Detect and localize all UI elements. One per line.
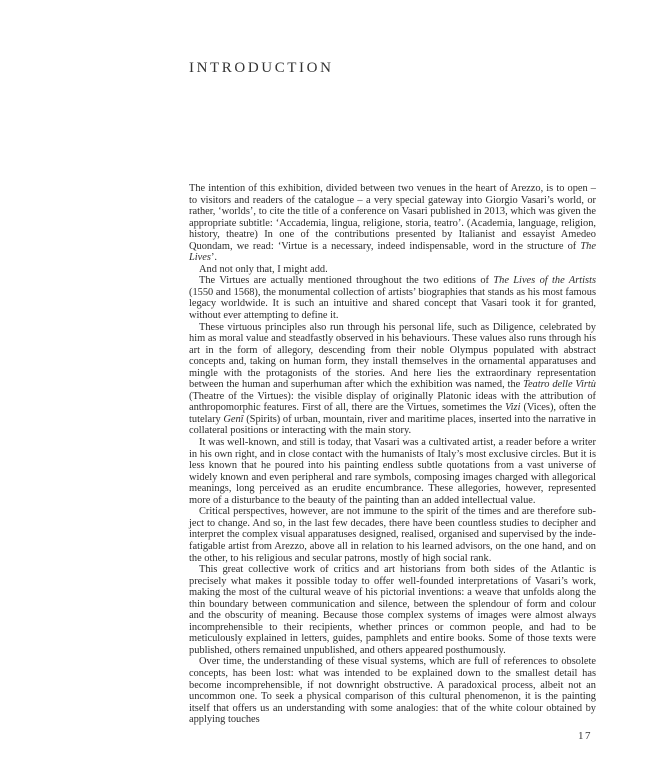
italic-text: Vizi <box>505 402 521 414</box>
paragraph <box>189 264 596 276</box>
paragraph <box>189 656 596 725</box>
text-run: It was well-known, and still is today, that Vasari was a cultivated artist, a reader before a writer in his own right, and in close contact with the humanists of Italy’s most exclusive circles. But it is less known that he poured into his painting endless subtle quotations from a vast universe of widely known and even peripheral and rare symbols, composing images charged with allegorical meanings, long perceived as an erudite encumbrance. These allegories, however, represented more of a disturbance to the beauty of the painting than an added intellectual value. <box>189 437 596 506</box>
italic-text: Teatro delle Virtù <box>523 379 596 391</box>
paragraph <box>189 183 596 264</box>
text-run: The intention of this exhibition, divided between two venues in the heart of Arezzo, is to open – to visitors and readers of the catalogue – a very special gateway into Giorgio Vasari’s world, or rather, ‘worlds’, to cite the title of a conference on Vasari published in 2013, which was given the appropriate subtitle: ‘Accademia, lingua, religione, storia, teatro’. (Academia, language, religion, history, theatre) In one of the contributions presented by Italianist and essayist Amedeo Quondam, we read: ‘Virtue is a necessary, indeed indispensable, word in the structure of <box>189 183 596 252</box>
page-title: INTRODUCTION <box>189 60 334 76</box>
paragraph <box>189 437 596 506</box>
italic-text: The Lives <box>189 240 596 264</box>
text-run: This great collective work of critics and art historians from both sides of the Atlantic is precisely what makes it possible today to offer well-founded interpretations of Vasari’s work, making the most of the cultural weave of his pictorial inventions: a weave that unfolds along the thin boundary between communication and silence, between the splendour of form and colour and the obscurity of meaning. Because those complex systems of images were almost always incomprehensible to their recipients, whether princes or common people, and had to be meticulously explained in letters, guides, pamphlets and entire books. Some of those texts were published, others remained unpublished, and others appeared posthumously. <box>189 564 596 656</box>
paragraph <box>189 506 596 564</box>
text-run: These virtuous principles also run through his personal life, such as Diligence, celebrated by him as moral value and steadfastly observed in his behaviours. These values also runs through his art in the form of allegory, descending from their noble Olympus populated with abstract concepts and, taking on human form, they install themselves in the ornamental apparatuses and mingle with the protagonists of the stories. And here lies the extraordinary representation between the human and superhuman after which the exhibition was named, the <box>189 321 596 391</box>
text-run: (Vices), often the tutelary <box>189 402 597 425</box>
text-run: Over time, the understanding of these visual systems, which are full of references to obsolete concepts, has been lost: what was intended to be explained down to the smallest detail has become incomprehensible, if not downright obstructive. A paradoxical process, albeit not an uncommon one. To seek a physical comparison of this cultural phenomenon, it is the painting itself that offers us an understanding with some analogies: that of the white colour obtained by applying touches <box>189 656 596 726</box>
text-run: ’. <box>210 252 217 264</box>
paragraph <box>189 275 596 321</box>
italic-text: Genî <box>223 413 244 425</box>
paragraph <box>189 564 596 656</box>
text-run: Critical perspectives, however, are not immune to the spirit of the times and are therefore subject to change. And so, in the last few decades, there have been countless studies to decipher and interpret the complex visual apparatuses designed, realised, organised and supervised by the indefatigable artist from Arezzo, above all in relation to his learned advisors, on the one hand, and on the other, to his religious and secular patrons, mostly of high social rank. <box>189 506 596 564</box>
body-text <box>189 183 596 726</box>
text-run: (1550 and 1568), the monumental collection of artists’ biographies that stands as his most famous legacy worldwide. It is such an intuitive and shared concept that Vasari took it for granted, without ever attempting to define it. <box>189 286 596 322</box>
paragraph <box>189 322 596 437</box>
text-run: And not only that, I might add. <box>199 263 328 275</box>
text-run: The Virtues are actually mentioned throughout the two editions of <box>199 275 494 287</box>
text-run: (Theatre of the Virtues): the visible display of originally Platonic ideas with the attribution of anthropomorphic features. First of all, there are the Virtues, sometimes the <box>189 390 596 414</box>
page-number: 17 <box>578 730 592 742</box>
italic-text: The Lives of the Artists <box>493 275 597 287</box>
text-run: (Spirits) of urban, mountain, river and maritime places, inserted into the narrative in collateral positions or interacting with the main story. <box>189 413 596 437</box>
